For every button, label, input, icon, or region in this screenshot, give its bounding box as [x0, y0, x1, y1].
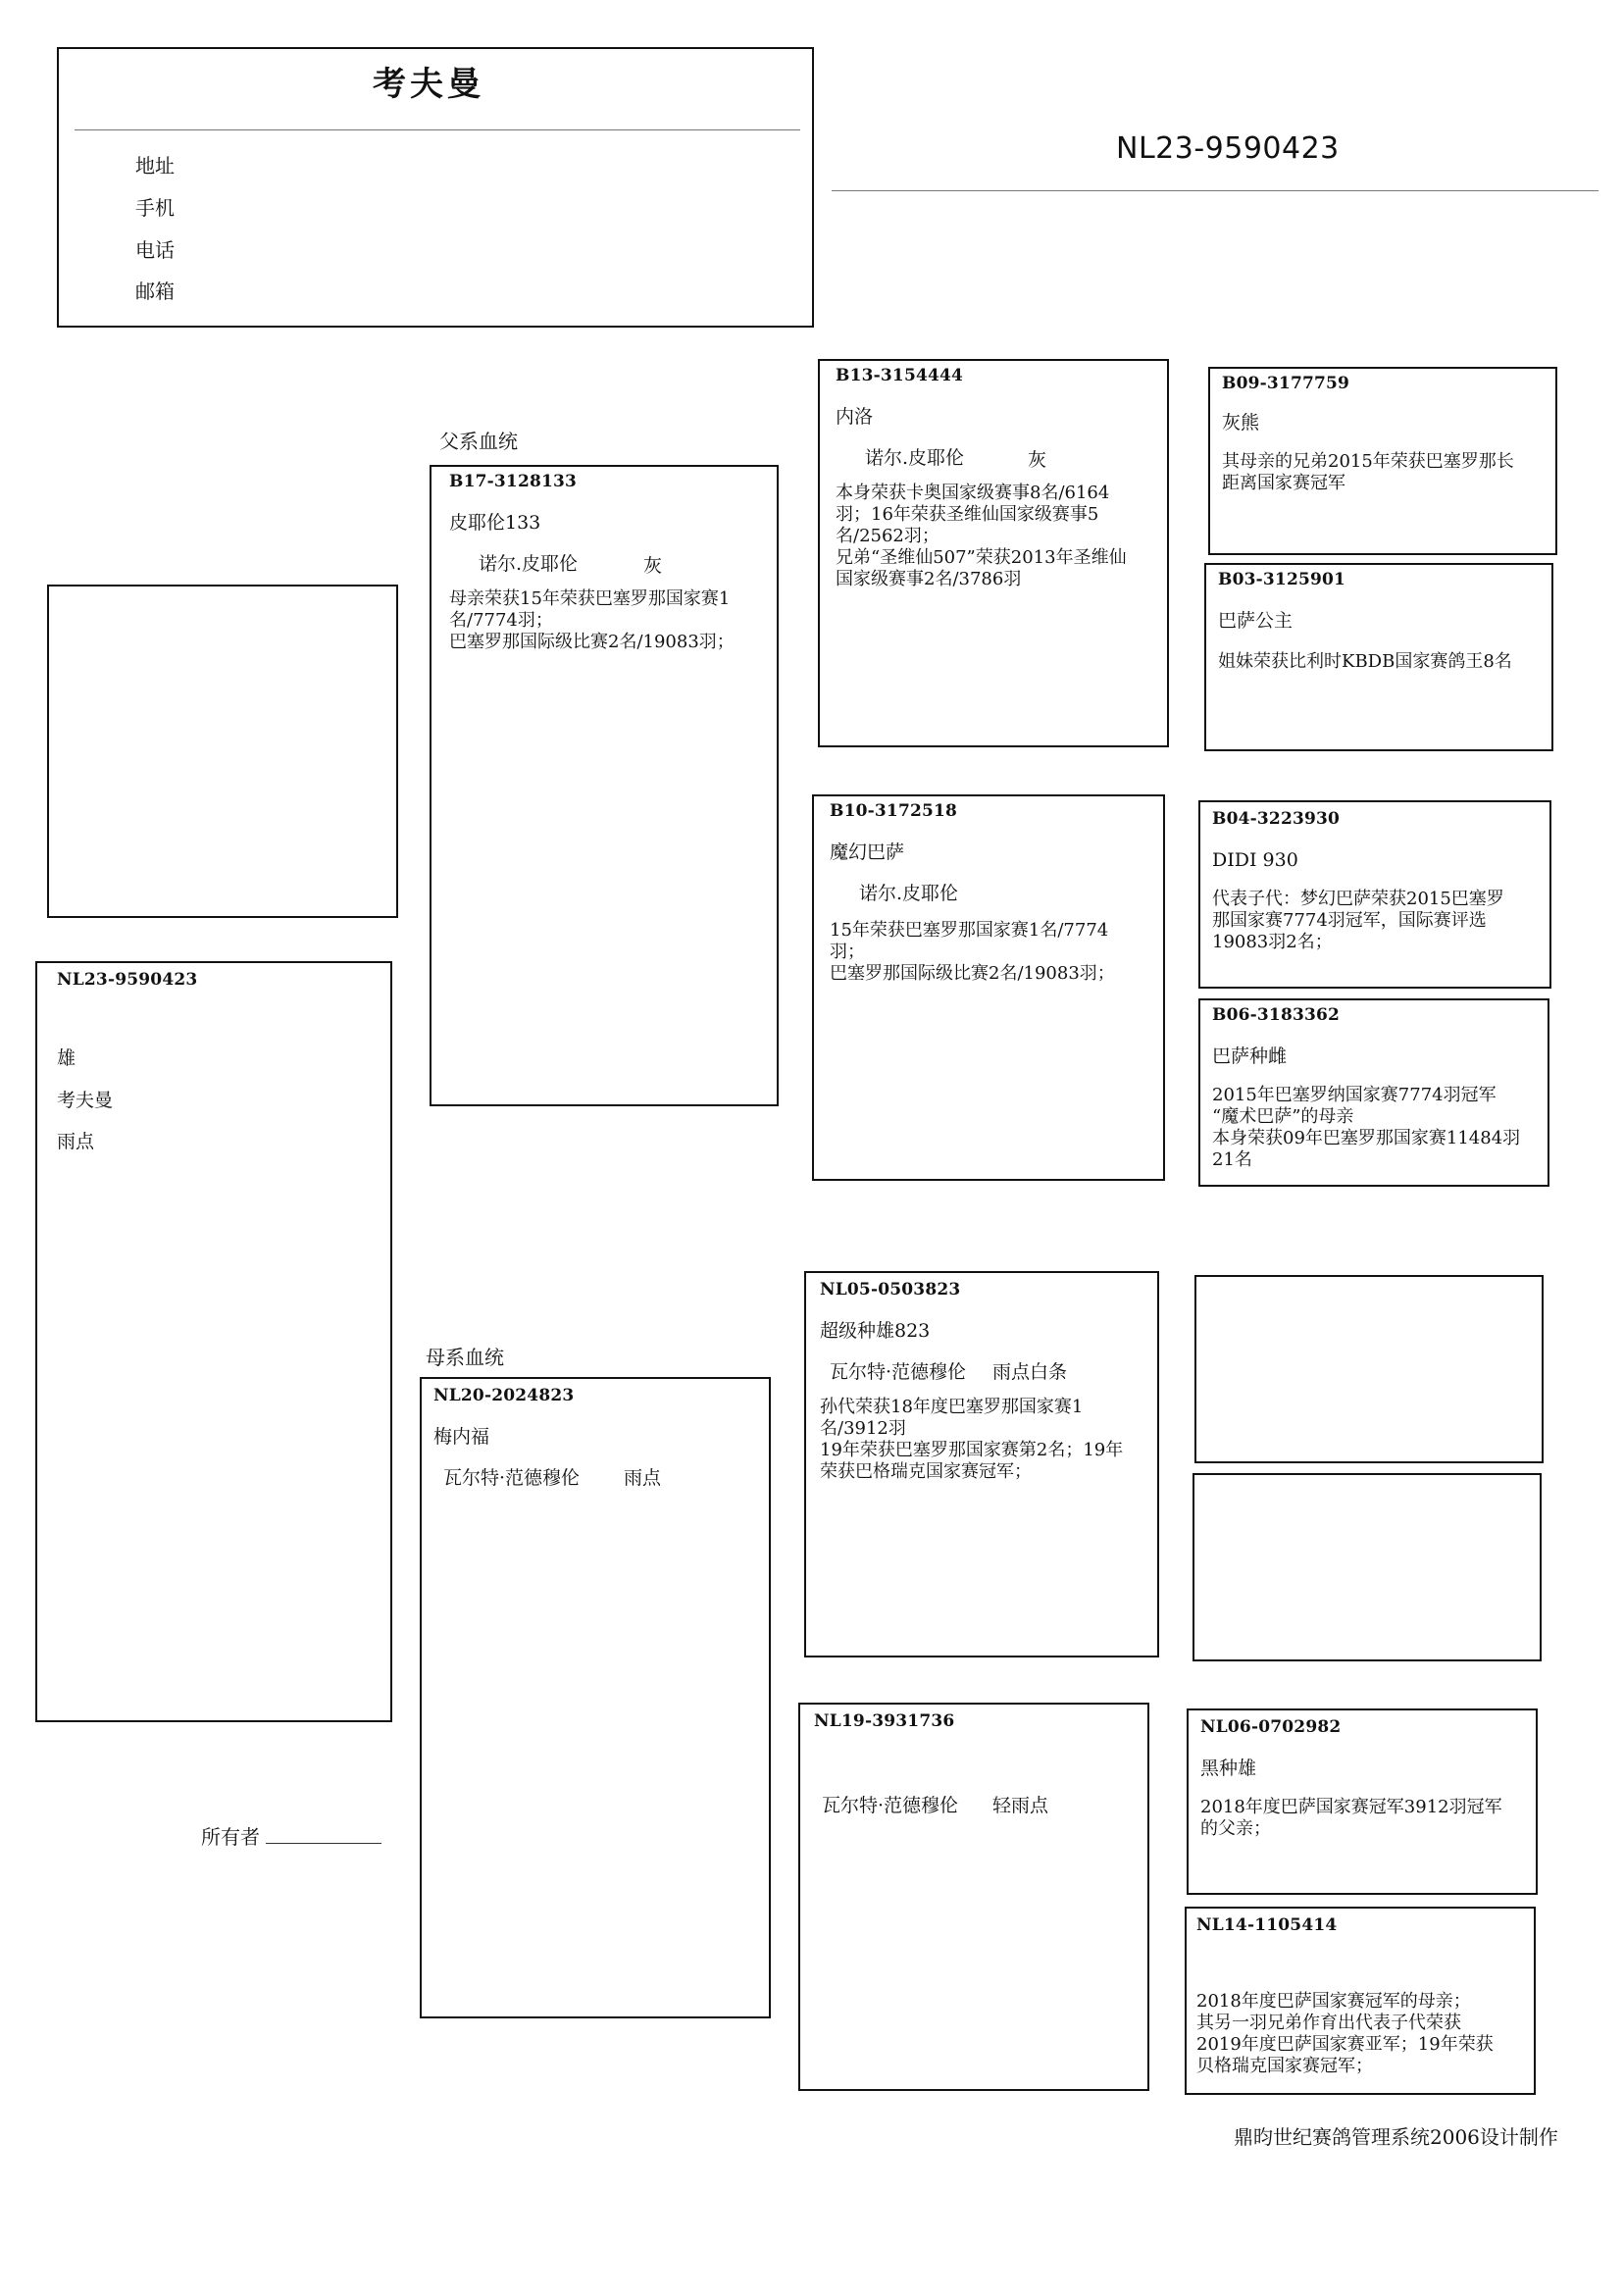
ggm1-box [1194, 1275, 1544, 1463]
ggp1-name: 灰熊 [1222, 412, 1260, 433]
mother-breeder: 瓦尔特·范德穆伦 [443, 1467, 581, 1489]
father-breeder: 诺尔.皮耶伦 [479, 553, 579, 575]
ggm3-name: 黑种雄 [1200, 1758, 1257, 1779]
ggm2-box [1193, 1473, 1542, 1661]
ggp4-ring: B06-3183362 [1212, 1005, 1341, 1025]
paternal-grandfather-ring: B13-3154444 [836, 366, 964, 385]
header-divider [75, 129, 800, 130]
ggp3-ring: B04-3223930 [1212, 809, 1341, 829]
paternal-label: 父系血统 [439, 430, 518, 453]
maternal-grandfather-breeder: 瓦尔特·范德穆伦 [830, 1361, 967, 1383]
photo-box [47, 585, 398, 918]
subject-sex: 雄 [57, 1047, 76, 1069]
maternal-label: 母系血统 [426, 1346, 504, 1369]
ggp3-name: DIDI 930 [1212, 849, 1298, 871]
mother-ring: NL20-2024823 [433, 1386, 575, 1405]
maternal-grandmother-color: 轻雨点 [992, 1795, 1049, 1816]
maternal-grandfather-name: 超级种雄823 [820, 1320, 931, 1342]
owner-signature-line [266, 1843, 381, 1844]
paternal-grandfather-color: 灰 [1028, 449, 1047, 471]
address-label: 地址 [135, 154, 175, 178]
father-desc: 母亲荣获15年荣获巴塞罗那国家赛1 名/7774羽； 巴塞罗那国际级比赛2名/19083羽； [449, 588, 735, 652]
ggp4-name: 巴萨种雌 [1212, 1045, 1288, 1067]
ggp1-desc: 其母亲的兄弟2015年荣获巴塞罗那长 距离国家赛冠军 [1222, 451, 1514, 493]
father-color: 灰 [643, 555, 663, 577]
owner-label: 所有者 [201, 1825, 260, 1849]
ggm3-desc: 2018年度巴萨国家赛冠军3912羽冠军 的父亲； [1200, 1797, 1502, 1839]
ggp1-ring: B09-3177759 [1222, 374, 1350, 393]
subject-ring: NL23-9590423 [57, 970, 198, 990]
maternal-grandmother-ring: NL19-3931736 [814, 1711, 955, 1731]
ggp3-desc: 代表子代：梦幻巴萨荣获2015巴塞罗 那国家赛7774羽冠军，国际赛评选 19083羽2名； [1212, 889, 1504, 952]
maternal-grandfather-color: 雨点白条 [992, 1361, 1068, 1383]
ggm4-desc: 2018年度巴萨国家赛冠军的母亲； 其另一羽兄弟作育出代表子代荣获 2019年度巴萨国家赛亚军；19年荣获 贝格瑞克国家赛冠军； [1196, 1991, 1494, 2076]
subject-box [35, 961, 392, 1722]
maternal-grandmother-box [798, 1703, 1149, 2091]
footer-credit: 鼎昀世纪赛鸽管理系统2006设计制作 [1234, 2125, 1558, 2149]
maternal-grandmother-breeder: 瓦尔特·范德穆伦 [822, 1795, 959, 1816]
paternal-grandfather-desc: 本身荣获卡奥国家级赛事8名/6164 羽；16年荣获圣维仙国家级赛事5 名/2562羽； 兄弟“圣维仙507”荣获2013年圣维仙 国家级赛事2名/3786羽 [836, 483, 1127, 589]
ring-number-heading: NL23-9590423 [1116, 131, 1340, 166]
mother-color: 雨点 [624, 1467, 662, 1489]
maternal-grandfather-desc: 孙代荣获18年度巴塞罗那国家赛1 名/3912羽 19年荣获巴塞罗那国家赛第2名；19年 荣获巴格瑞克国家赛冠军； [820, 1397, 1124, 1482]
header-title: 考夫曼 [373, 65, 484, 104]
ggp2-name: 巴萨公主 [1218, 610, 1294, 632]
ring-number-underline [832, 190, 1599, 191]
paternal-grandmother-ring: B10-3172518 [830, 801, 958, 821]
mobile-label: 手机 [135, 196, 175, 220]
subject-color: 雨点 [57, 1131, 95, 1152]
email-label: 邮箱 [135, 280, 175, 303]
subject-name: 考夫曼 [57, 1090, 114, 1111]
ggm4-ring: NL14-1105414 [1196, 1915, 1338, 1935]
paternal-grandmother-desc: 15年荣获巴塞罗那国家赛1名/7774 羽； 巴塞罗那国际级比赛2名/19083羽； [830, 920, 1115, 984]
ggp4-desc: 2015年巴塞罗纳国家赛7774羽冠军 “魔术巴萨”的母亲 本身荣获09年巴塞罗那国家赛11484羽 21名 [1212, 1085, 1521, 1170]
phone-label: 电话 [135, 238, 175, 262]
ggp2-ring: B03-3125901 [1218, 570, 1346, 589]
maternal-grandfather-ring: NL05-0503823 [820, 1280, 961, 1300]
paternal-grandmother-breeder: 诺尔.皮耶伦 [859, 883, 959, 904]
paternal-grandfather-name: 内洛 [836, 406, 874, 428]
paternal-grandmother-name: 魔幻巴萨 [830, 841, 905, 863]
father-name: 皮耶伦133 [449, 512, 541, 534]
father-ring: B17-3128133 [449, 472, 578, 491]
mother-name: 梅内福 [433, 1426, 490, 1448]
ggm3-ring: NL06-0702982 [1200, 1717, 1342, 1737]
paternal-grandfather-breeder: 诺尔.皮耶伦 [865, 447, 965, 469]
ggp2-desc: 姐妹荣获比利时KBDB国家赛鸽王8名 [1218, 651, 1512, 672]
